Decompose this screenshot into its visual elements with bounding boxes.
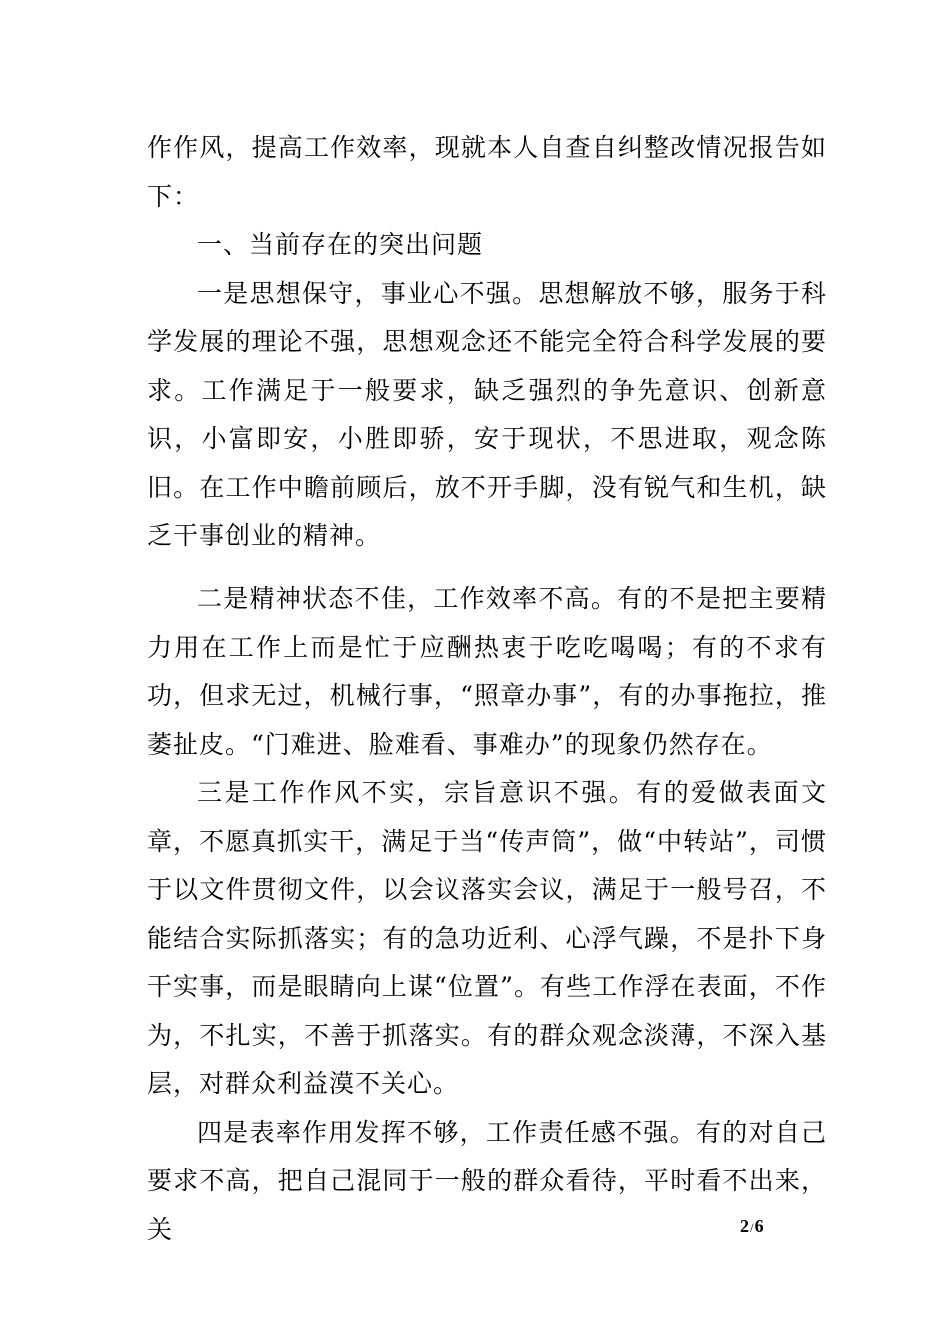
body-text-lower [147, 575, 827, 1254]
page-number [740, 1215, 764, 1239]
paragraph-problem-2: 二是精神状态不佳，工作效率不高。有的不是把主要精力用在工作上而是忙于应酬热衷于吃吃喝喝；有的不求有功，但求无过，机械行事，“照章办事”，有的办事拖拉，推萎扯皮。“门难进、脸难看、事难办”的现象仍然存在。 [147, 584, 827, 759]
section-heading: 一、当前存在的突出问题 [197, 230, 484, 259]
paragraph-problem-3: 三是工作作风不实，宗旨意识不强。有的爱做表面文章，不愿真抓实干，满足于当“传声筒”，做“中转站”，司惯于以文件贯彻文件，以会议落实会议，满足于一般号召，不能结合实际抓落实；有的急功近利、心浮气躁，不是扑下身干实事，而是眼睛向上谋“位置”。有些工作浮在表面，不作为，不扎实，不善于抓落实。有的群众观念淡薄，不深入基层，对群众利益漠不关心。 [147, 778, 827, 1098]
page-current: 2 [740, 1216, 749, 1236]
paragraph-intro-continuation: 作作风，提高工作效率，现就本人自查自纠整改情况报告如下： [147, 133, 827, 211]
page-total: 6 [754, 1216, 764, 1236]
body-text-upper [147, 124, 827, 561]
page-separator: / [750, 1220, 754, 1235]
paragraph-problem-4: 四是表率作用发挥不够，工作责任感不强。有的对自己要求不高，把自己混同于一般的群众看待，平时看不出来，关 [147, 1117, 827, 1244]
paragraph-problem-1: 一是思想保守，事业心不强。思想解放不够，服务于科学发展的理论不强，思想观念还不能完全符合科学发展的要求。工作满足于一般要求，缺乏强烈的争先意识、创新意识，小富即安，小胜即骄，安于现状，不思进取，观念陈旧。在工作中瞻前顾后，放不开手脚，没有锐气和生机，缺乏干事创业的精神。 [147, 278, 827, 550]
